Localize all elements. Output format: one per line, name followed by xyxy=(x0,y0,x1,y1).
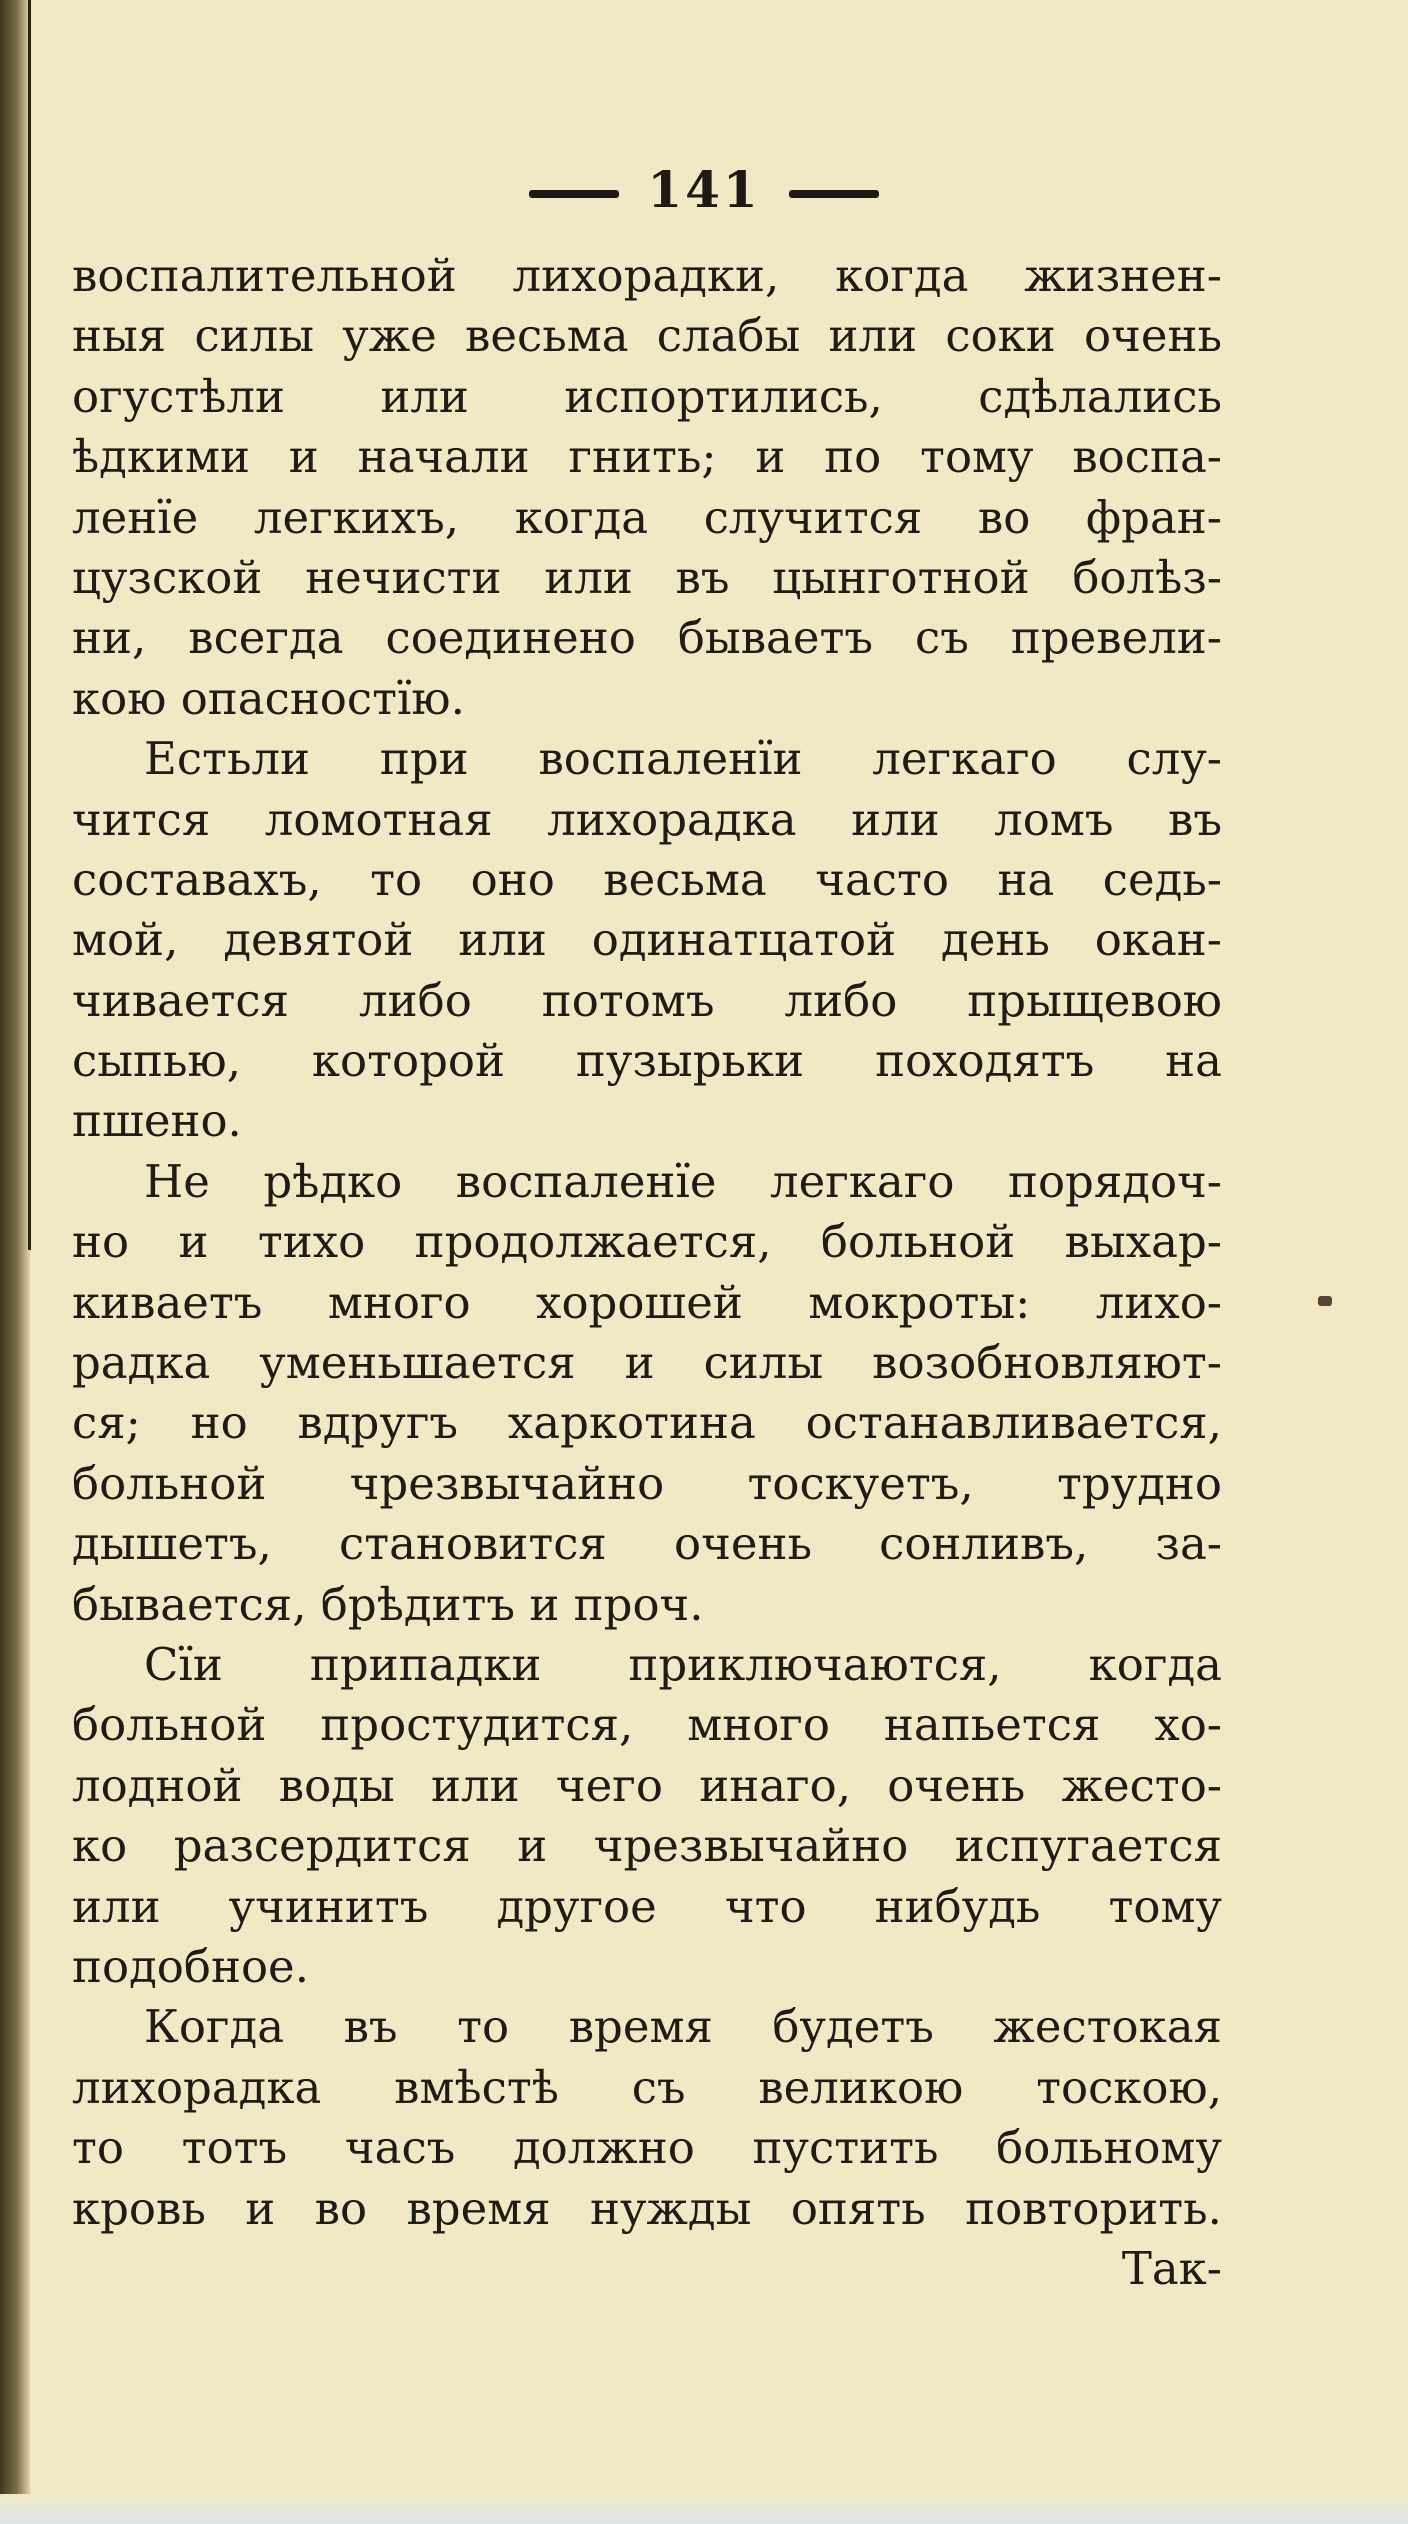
text-line: чится ломотная лихорадка или ломъ въ xyxy=(72,792,1222,846)
text-line: лихорадка вмѣстѣ съ великою тоскою, xyxy=(72,2060,1222,2114)
text-line: ся; но вдругъ харкотина останавливается, xyxy=(72,1396,1222,1450)
text-line: дышетъ, становится очень сонливъ, за- xyxy=(72,1517,1222,1571)
text-line: воспалительной лихорадки, когда жизнен- xyxy=(72,249,1222,302)
text-line: цузской нечисти или въ цынготной болѣз- xyxy=(72,550,1222,604)
text-line: лодной воды или чего инаго, очень жесто- xyxy=(72,1758,1222,1812)
paragraph-start-line: Сїи припадки приключаются, когда xyxy=(144,1637,1222,1691)
text-line: огустѣли или испортились, сдѣлались xyxy=(72,369,1222,423)
text-line: пшено. xyxy=(72,1094,242,1148)
page-number: 141 xyxy=(647,160,761,219)
text-line: мой, девятой или одинатцатой день окан- xyxy=(72,913,1222,967)
text-line: больной простудится, много напьется хо- xyxy=(72,1698,1222,1752)
text-line: ныя силы уже весьма слабы или соки очень xyxy=(72,309,1222,363)
text-line: то тотъ часъ должно пустить больному xyxy=(72,2121,1222,2175)
paragraph-start-line: Естьли при воспаленїи легкаго слу- xyxy=(144,732,1222,786)
text-line: ко разсердится и чрезвычайно испугается xyxy=(72,1819,1222,1873)
text-line: сыпью, которой пузырьки походятъ на xyxy=(72,1034,1222,1088)
ink-spot xyxy=(1318,1296,1332,1306)
text-line: киваетъ много хорошей мокроты: лихо- xyxy=(72,1275,1222,1329)
page-body-text xyxy=(72,246,1222,2299)
text-line: ни, всегда соединено бываетъ съ превели- xyxy=(72,611,1222,665)
page-bottom-edge xyxy=(0,2494,1408,2524)
catchword: Так- xyxy=(1121,2241,1222,2295)
header-dash-left xyxy=(529,190,619,198)
text-line: но и тихо продолжается, больной выхар- xyxy=(72,1215,1222,1269)
paragraph-start-line: Не рѣдко воспаленїе легкаго порядоч- xyxy=(144,1154,1222,1208)
text-line: радка уменьшается и силы возобновляют- xyxy=(72,1336,1222,1390)
text-line: ленїе легкихъ, когда случится во фран- xyxy=(72,490,1222,544)
text-line: кою опасностїю. xyxy=(72,671,465,725)
text-line: бывается, брѣдитъ и проч. xyxy=(72,1577,704,1631)
page-header xyxy=(0,160,1408,219)
text-line: чивается либо потомъ либо прыщевою xyxy=(72,973,1222,1027)
text-line: или учинитъ другое что нибудь тому xyxy=(72,1879,1222,1933)
paragraph-start-line: Когда въ то время будетъ жестокая xyxy=(144,2000,1222,2054)
text-line: ѣдкими и начали гнить; и по тому воспа- xyxy=(72,430,1222,484)
text-line: кровь и во время нужды опять повторить. xyxy=(72,2181,1222,2235)
header-dash-right xyxy=(789,190,879,198)
text-line: составахъ, то оно весьма часто на седь- xyxy=(72,852,1222,906)
page-binding-edge xyxy=(0,0,30,2524)
text-line: больной чрезвычайно тоскуетъ, трудно xyxy=(72,1456,1222,1510)
text-line: подобное. xyxy=(72,1939,309,1993)
